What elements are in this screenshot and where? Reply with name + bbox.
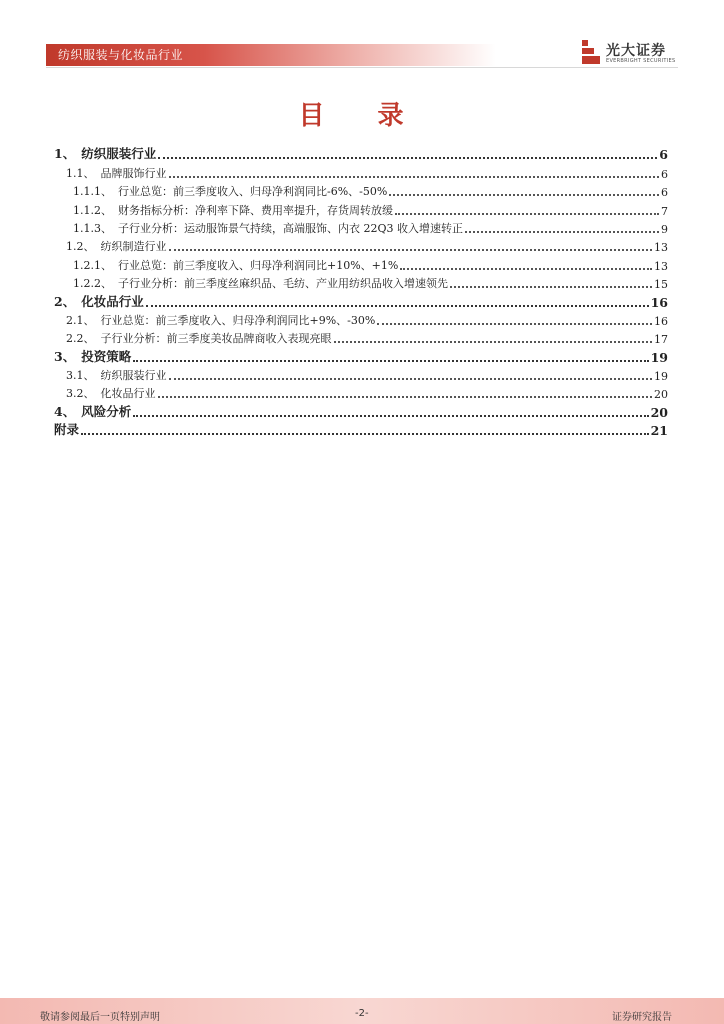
toc-dot-leader [389, 184, 659, 196]
toc-dot-leader [133, 350, 648, 362]
toc-entry-number: 2、 [54, 293, 76, 309]
toc-entry-page: 7 [661, 204, 668, 218]
toc-dot-leader [158, 386, 653, 398]
toc-entry-page: 17 [654, 333, 668, 347]
toc-entry-page: 6 [661, 186, 668, 200]
toc-entry-title: 化妆品行业 [81, 293, 144, 309]
toc-entry-page: 20 [650, 404, 668, 420]
toc-dot-leader [377, 313, 652, 325]
toc-entry-title: 纺织制造行业 [100, 240, 167, 254]
toc-entry-number: 4、 [54, 403, 76, 419]
footer-disclaimer: 敬请参阅最后一页特别声明 [40, 1012, 160, 1023]
toc-entry[interactable] [54, 218, 668, 236]
toc-dot-leader [169, 368, 653, 380]
toc-entry[interactable] [54, 254, 668, 272]
toc-entry-page: 16 [650, 294, 668, 310]
toc-dot-leader [133, 405, 648, 417]
toc-entry-title: 化妆品行业 [100, 387, 156, 401]
toc-dot-leader [334, 331, 653, 343]
toc-entry-title: 风险分析 [81, 403, 132, 419]
toc-entry[interactable] [54, 328, 668, 346]
logo-english-name: EVERBRIGHT SECURITIES [606, 58, 676, 64]
toc-entry[interactable] [54, 365, 668, 383]
toc-entry-number: 2.1、 [66, 313, 95, 327]
toc-entry-page: 21 [650, 423, 668, 439]
toc-entry[interactable] [54, 383, 668, 401]
toc-dot-leader [81, 423, 649, 435]
toc-entry-title: 品牌服饰行业 [100, 166, 167, 180]
toc-entry-number: 1.2.2、 [73, 277, 112, 291]
toc-entry-number: 3、 [54, 348, 76, 364]
toc-dot-leader [400, 258, 652, 270]
toc-dot-leader [146, 295, 649, 307]
toc-entry[interactable] [54, 199, 668, 217]
toc-entry-page: 13 [654, 241, 668, 255]
toc-entry-title: 财务指标分析：净利率下降、费用率提升，存货周转放缓 [118, 203, 393, 217]
toc-entry-title: 子行业分析：前三季度美妆品牌商收入表现亮眼 [100, 332, 332, 346]
toc-title: 目 录 [298, 101, 426, 131]
toc-entry-number: 1.2.1、 [73, 258, 112, 272]
toc-entry-number: 1、 [54, 146, 76, 162]
toc-entry-page: 9 [661, 222, 668, 236]
toc-entry[interactable] [54, 144, 668, 162]
toc-entry-number: 3.2、 [66, 387, 95, 401]
logo-chinese-name: 光大证券 [606, 43, 666, 59]
toc-entry[interactable] [54, 273, 668, 291]
toc-entry-number: 1.1、 [66, 166, 95, 180]
toc-entry[interactable] [54, 236, 668, 254]
toc-entry-title: 行业总览：前三季度收入、归母净利润同比-6%、-50% [118, 185, 388, 199]
toc-entry-page: 20 [654, 388, 668, 402]
toc-entry-page: 16 [654, 314, 668, 328]
toc-entry-number: 2.2、 [66, 332, 95, 346]
toc-entry[interactable] [54, 291, 668, 309]
toc-dot-leader [158, 147, 657, 159]
toc-entry-title: 投资策略 [81, 348, 132, 364]
table-of-contents [54, 144, 668, 438]
toc-entry-number: 1.1.1、 [73, 185, 112, 199]
toc-entry[interactable] [54, 346, 668, 364]
toc-entry-page: 19 [654, 370, 668, 384]
toc-entry-title: 附录 [54, 422, 80, 438]
section-title: 纺织服装与化妆品行业 [58, 48, 184, 62]
toc-entry-title: 行业总览：前三季度收入、归母净利润同比+9%、-30% [100, 313, 376, 327]
toc-entry-title: 子行业分析：运动服饰景气持续，高端服饰、内衣 22Q3 收入增速转正 [118, 221, 464, 235]
toc-dot-leader [169, 239, 653, 251]
toc-entry-number: 1.1.2、 [73, 203, 112, 217]
toc-dot-leader [450, 276, 652, 288]
toc-entry-number: 3.1、 [66, 369, 95, 383]
toc-entry[interactable] [54, 181, 668, 199]
toc-entry[interactable] [54, 401, 668, 419]
toc-entry-title: 纺织服装行业 [81, 146, 157, 162]
toc-entry[interactable] [54, 420, 668, 438]
toc-entry-page: 13 [654, 259, 668, 273]
everbright-logo-icon [578, 38, 604, 66]
toc-entry-title: 行业总览：前三季度收入、归母净利润同比+10%、+1% [118, 258, 399, 272]
footer-page-number: -2- [355, 1008, 369, 1019]
toc-entry-page: 6 [659, 147, 668, 163]
footer-report-type: 证券研究报告 [612, 1012, 672, 1023]
brand-logo [578, 38, 678, 68]
toc-entry-number: 1.1.3、 [73, 221, 112, 235]
toc-dot-leader [465, 221, 659, 233]
toc-entry-title: 纺织服装行业 [100, 369, 167, 383]
toc-entry-title: 子行业分析：前三季度丝麻织品、毛纺、产业用纺织品收入增速领先 [118, 277, 448, 291]
toc-entry-page: 6 [661, 167, 668, 181]
toc-entry[interactable] [54, 162, 668, 180]
toc-entry-page: 19 [650, 349, 668, 365]
toc-dot-leader [395, 203, 659, 215]
toc-entry[interactable] [54, 310, 668, 328]
toc-entry-number: 1.2、 [66, 240, 95, 254]
toc-dot-leader [169, 166, 660, 178]
toc-entry-page: 15 [654, 278, 668, 292]
